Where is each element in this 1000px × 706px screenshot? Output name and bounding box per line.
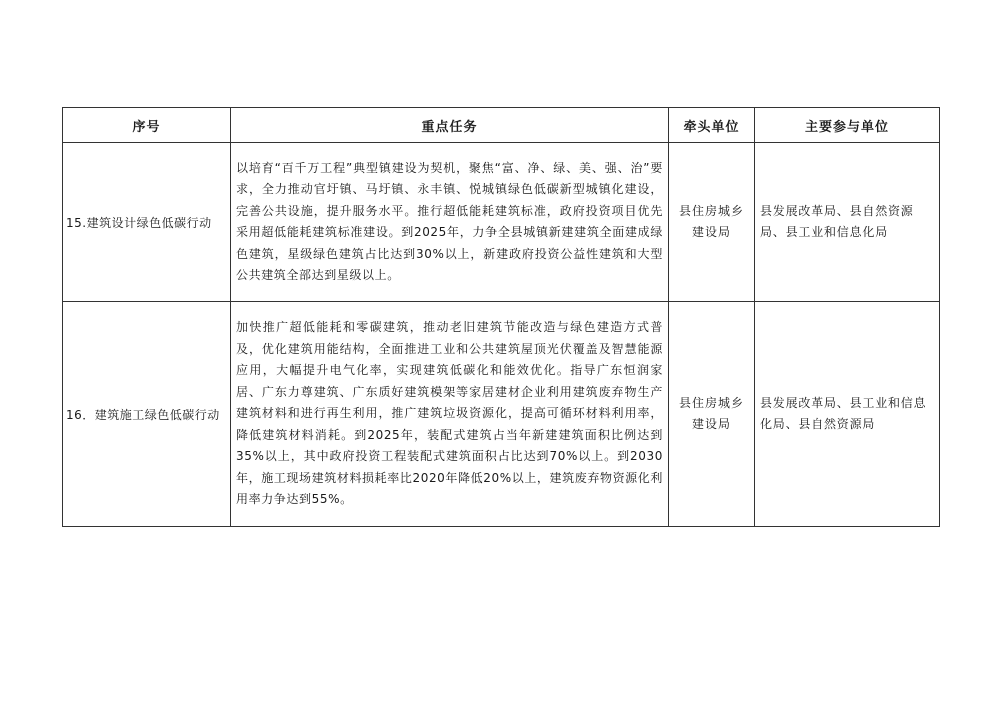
- header-task: 重点任务: [231, 108, 669, 143]
- table-row: [63, 302, 940, 527]
- row-participants: 县发展改革局、县自然资源局、县工业和信息化局: [755, 143, 940, 302]
- row-lead-unit: 县住房城乡建设局: [669, 143, 755, 302]
- row-participants: 县发展改革局、县工业和信息化局、县自然资源局: [755, 302, 940, 527]
- row-seq: 15.建筑设计绿色低碳行动: [63, 143, 231, 302]
- row-task: 加快推广超低能耗和零碳建筑，推动老旧建筑节能改造与绿色建造方式普及，优化建筑用能结构，全面推进工业和公共建筑屋顶光伏覆盖及智慧能源应用，大幅提升电气化率，实现建筑低碳化和能效优化。指导广东恒润家居、广东力尊建筑、广东质好建筑模架等家居建材企业利用建筑废弃物生产建筑材料和进行再生利用，推广建筑垃圾资源化，提高可循环材料利用率，降低建筑材料消耗。到2025年，装配式建筑占当年新建建筑面积比例达到35%以上，其中政府投资工程装配式建筑面积占比达到70%以上。到2030年，施工现场建筑材料损耗率比2020年降低20%以上，建筑废弃物资源化利用率力争达到55%。: [231, 302, 669, 527]
- row-lead-unit: 县住房城乡建设局: [669, 302, 755, 527]
- row-task: 以培育“百千万工程”典型镇建设为契机，聚焦“富、净、绿、美、强、治”要求，全力推动官圩镇、马圩镇、永丰镇、悦城镇绿色低碳新型城镇化建设，完善公共设施，提升服务水平。推行超低能耗建筑标准，政府投资项目优先采用超低能耗建筑标准建设。到2025年，力争全县城镇新建建筑全面建成绿色建筑，星级绿色建筑占比达到30%以上，新建政府投资公益性建筑和大型公共建筑全部达到星级以上。: [231, 143, 669, 302]
- header-seq: 序号: [63, 108, 231, 143]
- header-participants: 主要参与单位: [755, 108, 940, 143]
- header-lead: 牵头单位: [669, 108, 755, 143]
- task-table: [62, 107, 940, 527]
- table-row: [63, 143, 940, 302]
- table-header-row: [63, 108, 940, 143]
- row-seq: 16．建筑施工绿色低碳行动: [63, 302, 231, 527]
